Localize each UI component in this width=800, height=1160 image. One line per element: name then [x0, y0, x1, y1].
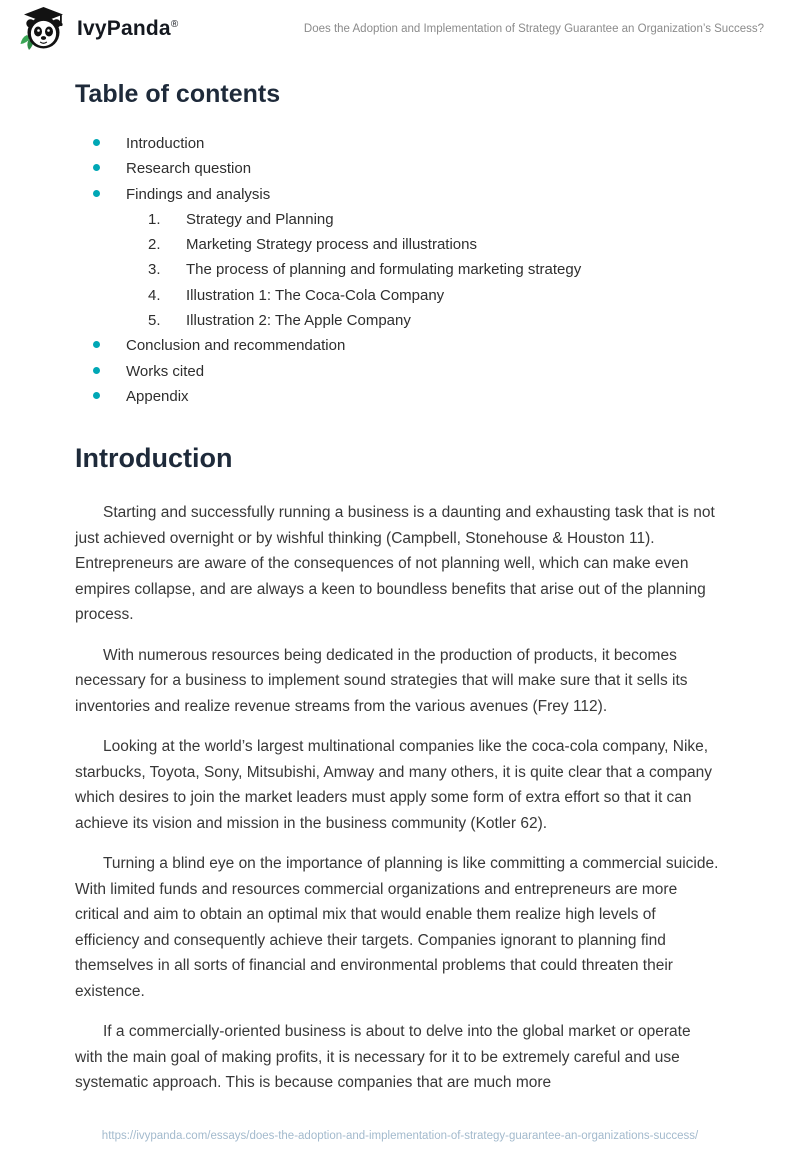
toc-subitem-number: 1.	[148, 210, 161, 228]
ivypanda-panda-logo-icon	[20, 6, 67, 52]
bullet-icon	[93, 139, 100, 146]
paragraph: Looking at the world’s largest multinational companies like the coca-cola company, Nike, starbucks, Toyota, Sony, Mitsubishi, Amway and many others, it is quite clear that a company which desires to join the market leaders must apply some form of extra effort so that it can achieve its vision and mission in the business community (Kotler 62).	[75, 738, 712, 832]
document-body	[0, 58, 800, 1096]
paragraph: Starting and successfully running a business is a daunting and exhausting task that is not just achieved overnight or by wishful thinking (Campbell, Stonehouse & Houston 11). Entrepreneurs are aware of the consequences of not planning well, which can make even empires collapse, and are always a keen to boundless benefits that arise out of the planning process.	[75, 504, 715, 624]
bullet-icon	[93, 341, 100, 348]
toc-subitem-label: Illustration 1: The Coca-Cola Company	[186, 286, 445, 304]
toc-subitem-label: The process of planning and formulating marketing strategy	[186, 261, 582, 279]
toc-item-conclusion[interactable]	[75, 333, 722, 358]
introduction-heading: Introduction	[75, 443, 233, 474]
toc-subitem-1[interactable]	[75, 207, 722, 232]
paragraph: With numerous resources being dedicated in the production of products, it becomes necessary for a business to implement sound strategies that will make sure that it sells its inventories and realize revenue streams from the various avenues (Frey 112).	[75, 646, 688, 715]
toc-numbered-sublist	[75, 207, 722, 333]
toc-subitem-label: Marketing Strategy process and illustrations	[186, 236, 477, 254]
paragraph: Turning a blind eye on the importance of planning is like committing a commercial suicide. With limited funds and resources commercial organizations and entrepreneurs are more critical and aim to obtain an optimal mix that would enable them realize high levels of efficiency and consequently achieve their targets. Companies ignorant to planning find themselves in all sorts of financial and environmental problems that could threaten their existence.	[75, 855, 719, 1000]
toc-item-introduction[interactable]	[75, 131, 722, 156]
table-of-contents-tail	[75, 333, 722, 409]
toc-item-works-cited[interactable]	[75, 359, 722, 384]
toc-item-research-question[interactable]	[75, 156, 722, 181]
toc-subitem-number: 3.	[148, 261, 161, 279]
document-title: Does the Adoption and Implementation of Strategy Guarantee an Organization’s Success?	[303, 22, 764, 35]
toc-subitem-5[interactable]	[75, 308, 722, 333]
toc-item-label: Conclusion and recommendation	[126, 337, 346, 355]
toc-subitem-label: Illustration 2: The Apple Company	[186, 312, 411, 330]
bullet-icon	[93, 190, 100, 197]
toc-heading: Table of contents	[75, 80, 281, 108]
toc-subitem-number: 5.	[148, 312, 161, 330]
toc-subitem-3[interactable]	[75, 257, 722, 282]
toc-subitem-number: 2.	[148, 236, 161, 254]
paragraph: If a commercially-oriented business is about to delve into the global market or operate with the main goal of making profits, it is necessary for it to be extremely careful and use systematic approach. This is because companies that are much more	[75, 1023, 691, 1092]
source-url-link[interactable]: https://ivypanda.com/essays/does-the-adoption-and-implementation-of-strategy-guarantee-an-organizations-success/	[101, 1130, 699, 1142]
brand-name	[77, 17, 178, 41]
page-footer	[0, 1126, 800, 1144]
toc-subitem-2[interactable]	[75, 232, 722, 257]
bullet-icon	[93, 392, 100, 399]
page-header	[0, 0, 800, 58]
toc-item-label: Appendix	[126, 387, 189, 405]
bullet-icon	[93, 164, 100, 171]
toc-item-findings-analysis[interactable]	[75, 182, 722, 207]
bullet-icon	[93, 367, 100, 374]
toc-item-label: Introduction	[126, 135, 205, 152]
toc-item-label: Research question	[126, 160, 252, 178]
brand-text: IvyPanda	[77, 17, 171, 40]
introduction-section	[75, 500, 722, 1096]
toc-item-label: Findings and analysis	[126, 185, 271, 203]
brand-logo-group[interactable]	[20, 6, 178, 52]
toc-subitem-label: Strategy and Planning	[186, 210, 334, 228]
registered-mark: ®	[170, 19, 179, 30]
toc-item-appendix[interactable]	[75, 384, 722, 409]
table-of-contents	[75, 131, 722, 207]
toc-subitem-number: 4.	[148, 286, 161, 304]
toc-subitem-4[interactable]	[75, 283, 722, 308]
toc-item-label: Works cited	[126, 362, 205, 380]
